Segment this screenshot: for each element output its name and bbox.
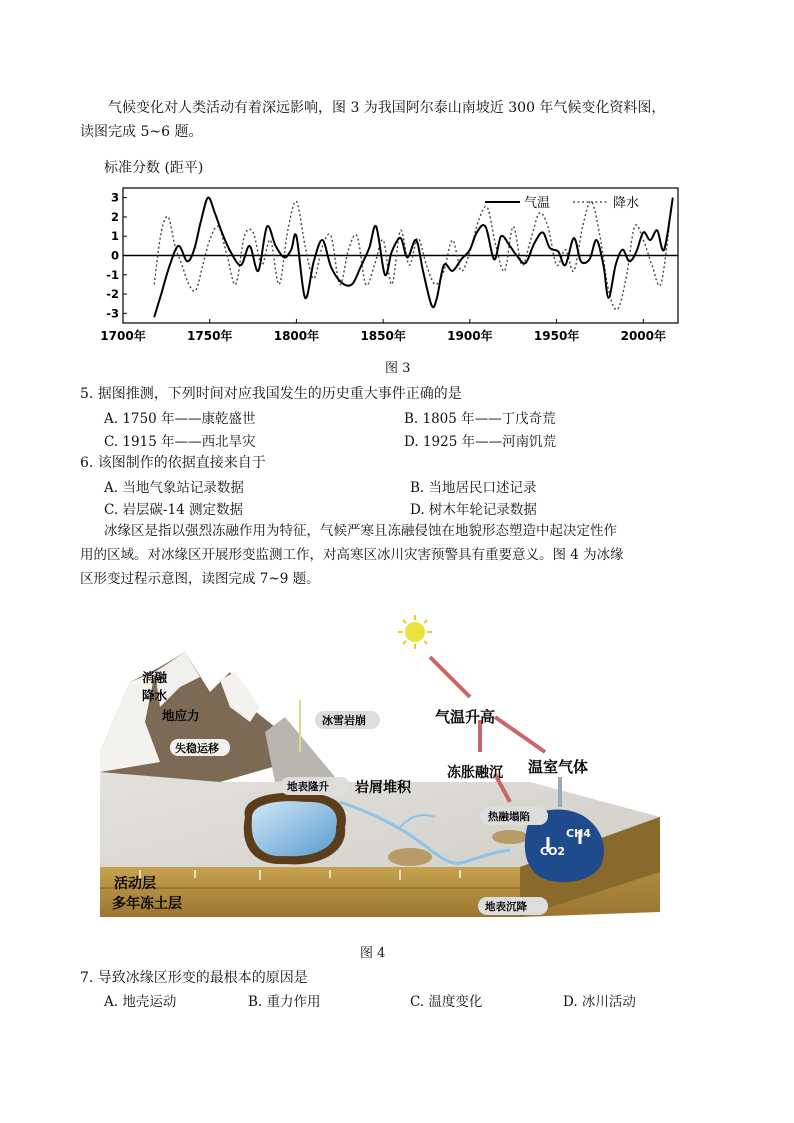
intro1-line1: 气候变化对人类活动有着深远影响，图 3 为我国阿尔泰山南坡近 300 年气候变化资料图， [108,100,666,116]
y-tick-label: 1 [110,229,119,244]
q7-option-b[interactable]: B. 重力作用 [248,994,321,1010]
y-tick-label: -1 [106,267,119,282]
q6-option-b[interactable]: B. 当地居民口述记录 [410,480,537,496]
q7-option-d[interactable]: D. 冰川活动 [563,994,636,1010]
sun-icon [398,615,432,649]
x-tick-label: 1800年 [273,329,320,343]
q6-option-c[interactable]: C. 岩层碳-14 测定数据 [104,502,243,518]
y-tick-label: 2 [110,209,119,224]
intro2-line1: 冰缘区是指以强烈冻融作用为特征，气候严寒且冻融侵蚀在地貌形态塑造中起决定性作 [104,523,617,539]
debris-patch [388,848,432,866]
label-warming: 气温升高 [435,708,496,726]
q5-option-a[interactable]: A. 1750 年——康乾盛世 [104,411,256,427]
label-melt: 消融 [142,670,168,685]
x-tick-label: 1750年 [187,329,233,343]
temp-series-line [154,198,673,318]
label-debris: 岩屑堆积 [355,780,411,796]
q5-stem: 5. 据图推测，下列时间对应我国发生的历史重大事件正确的是 [80,386,462,402]
x-tick-label: 1700年 [100,329,146,343]
label-subsidence: 地表沉降 [485,901,527,913]
chart-ylabel: 标准分数 (距平) [104,160,204,176]
x-tick-label: 1850年 [360,329,406,343]
label-precip: 降水 [142,688,168,703]
x-tick-label: 2000年 [620,329,667,343]
fig3-caption: 图 3 [385,361,411,376]
intro2-line3: 区形变过程示意图，读图完成 7~9 题。 [80,571,320,587]
legend-precip-label: 降水 [613,196,640,211]
sun-arrow [430,657,470,697]
q7-option-a[interactable]: A. 地壳运动 [104,994,177,1010]
intro1-line2: 读图完成 5~6 题。 [80,124,203,140]
label-thermokarst: 热融塌陷 [488,811,530,823]
label-ghg: 温室气体 [528,758,589,776]
q5-option-c[interactable]: C. 1915 年——西北旱灾 [104,434,256,450]
q5-option-d[interactable]: D. 1925 年——河南饥荒 [404,434,557,450]
q6-option-d[interactable]: D. 树木年轮记录数据 [410,502,537,518]
legend [485,195,639,211]
label-stress: 地应力 [162,708,200,723]
q6-stem: 6. 该图制作的依据直接来自于 [80,455,266,471]
intro2-line2: 用的区域。对冰缘区开展形变监测工作，对高寒区冰川灾害预警具有重要意义。图 4 为冰缘 [80,547,624,563]
x-tick-label: 1950年 [533,329,580,343]
label-permafrost: 多年冻土层 [112,896,182,912]
label-ch4: CH4 [566,827,591,840]
fig4-caption: 图 4 [360,946,386,961]
label-avalanche: 冰雪岩崩 [322,714,366,727]
label-active-layer: 活动层 [114,876,156,892]
y-tick-label: -3 [106,306,119,321]
y-tick-label: 0 [110,248,119,263]
q6-option-a[interactable]: A. 当地气象站记录数据 [104,480,244,496]
label-co2: CO2 [540,845,566,858]
y-tick-label: -2 [106,287,119,302]
y-tick-label: 3 [110,190,119,205]
x-tick-label: 1900年 [447,329,493,343]
label-instability: 失稳运移 [175,742,219,755]
periglacial-diagram [100,612,680,930]
lake-water [252,801,337,856]
q5-option-b[interactable]: B. 1805 年——丁戊奇荒 [404,411,556,427]
q7-option-c[interactable]: C. 温度变化 [410,994,483,1010]
label-frost: 冻胀融沉 [447,765,503,781]
climate-chart [100,180,700,345]
label-uplift: 地表隆升 [287,781,329,793]
legend-temp-label: 气温 [524,196,551,211]
q7-stem: 7. 导致冰缘区形变的最根本的原因是 [80,970,308,986]
